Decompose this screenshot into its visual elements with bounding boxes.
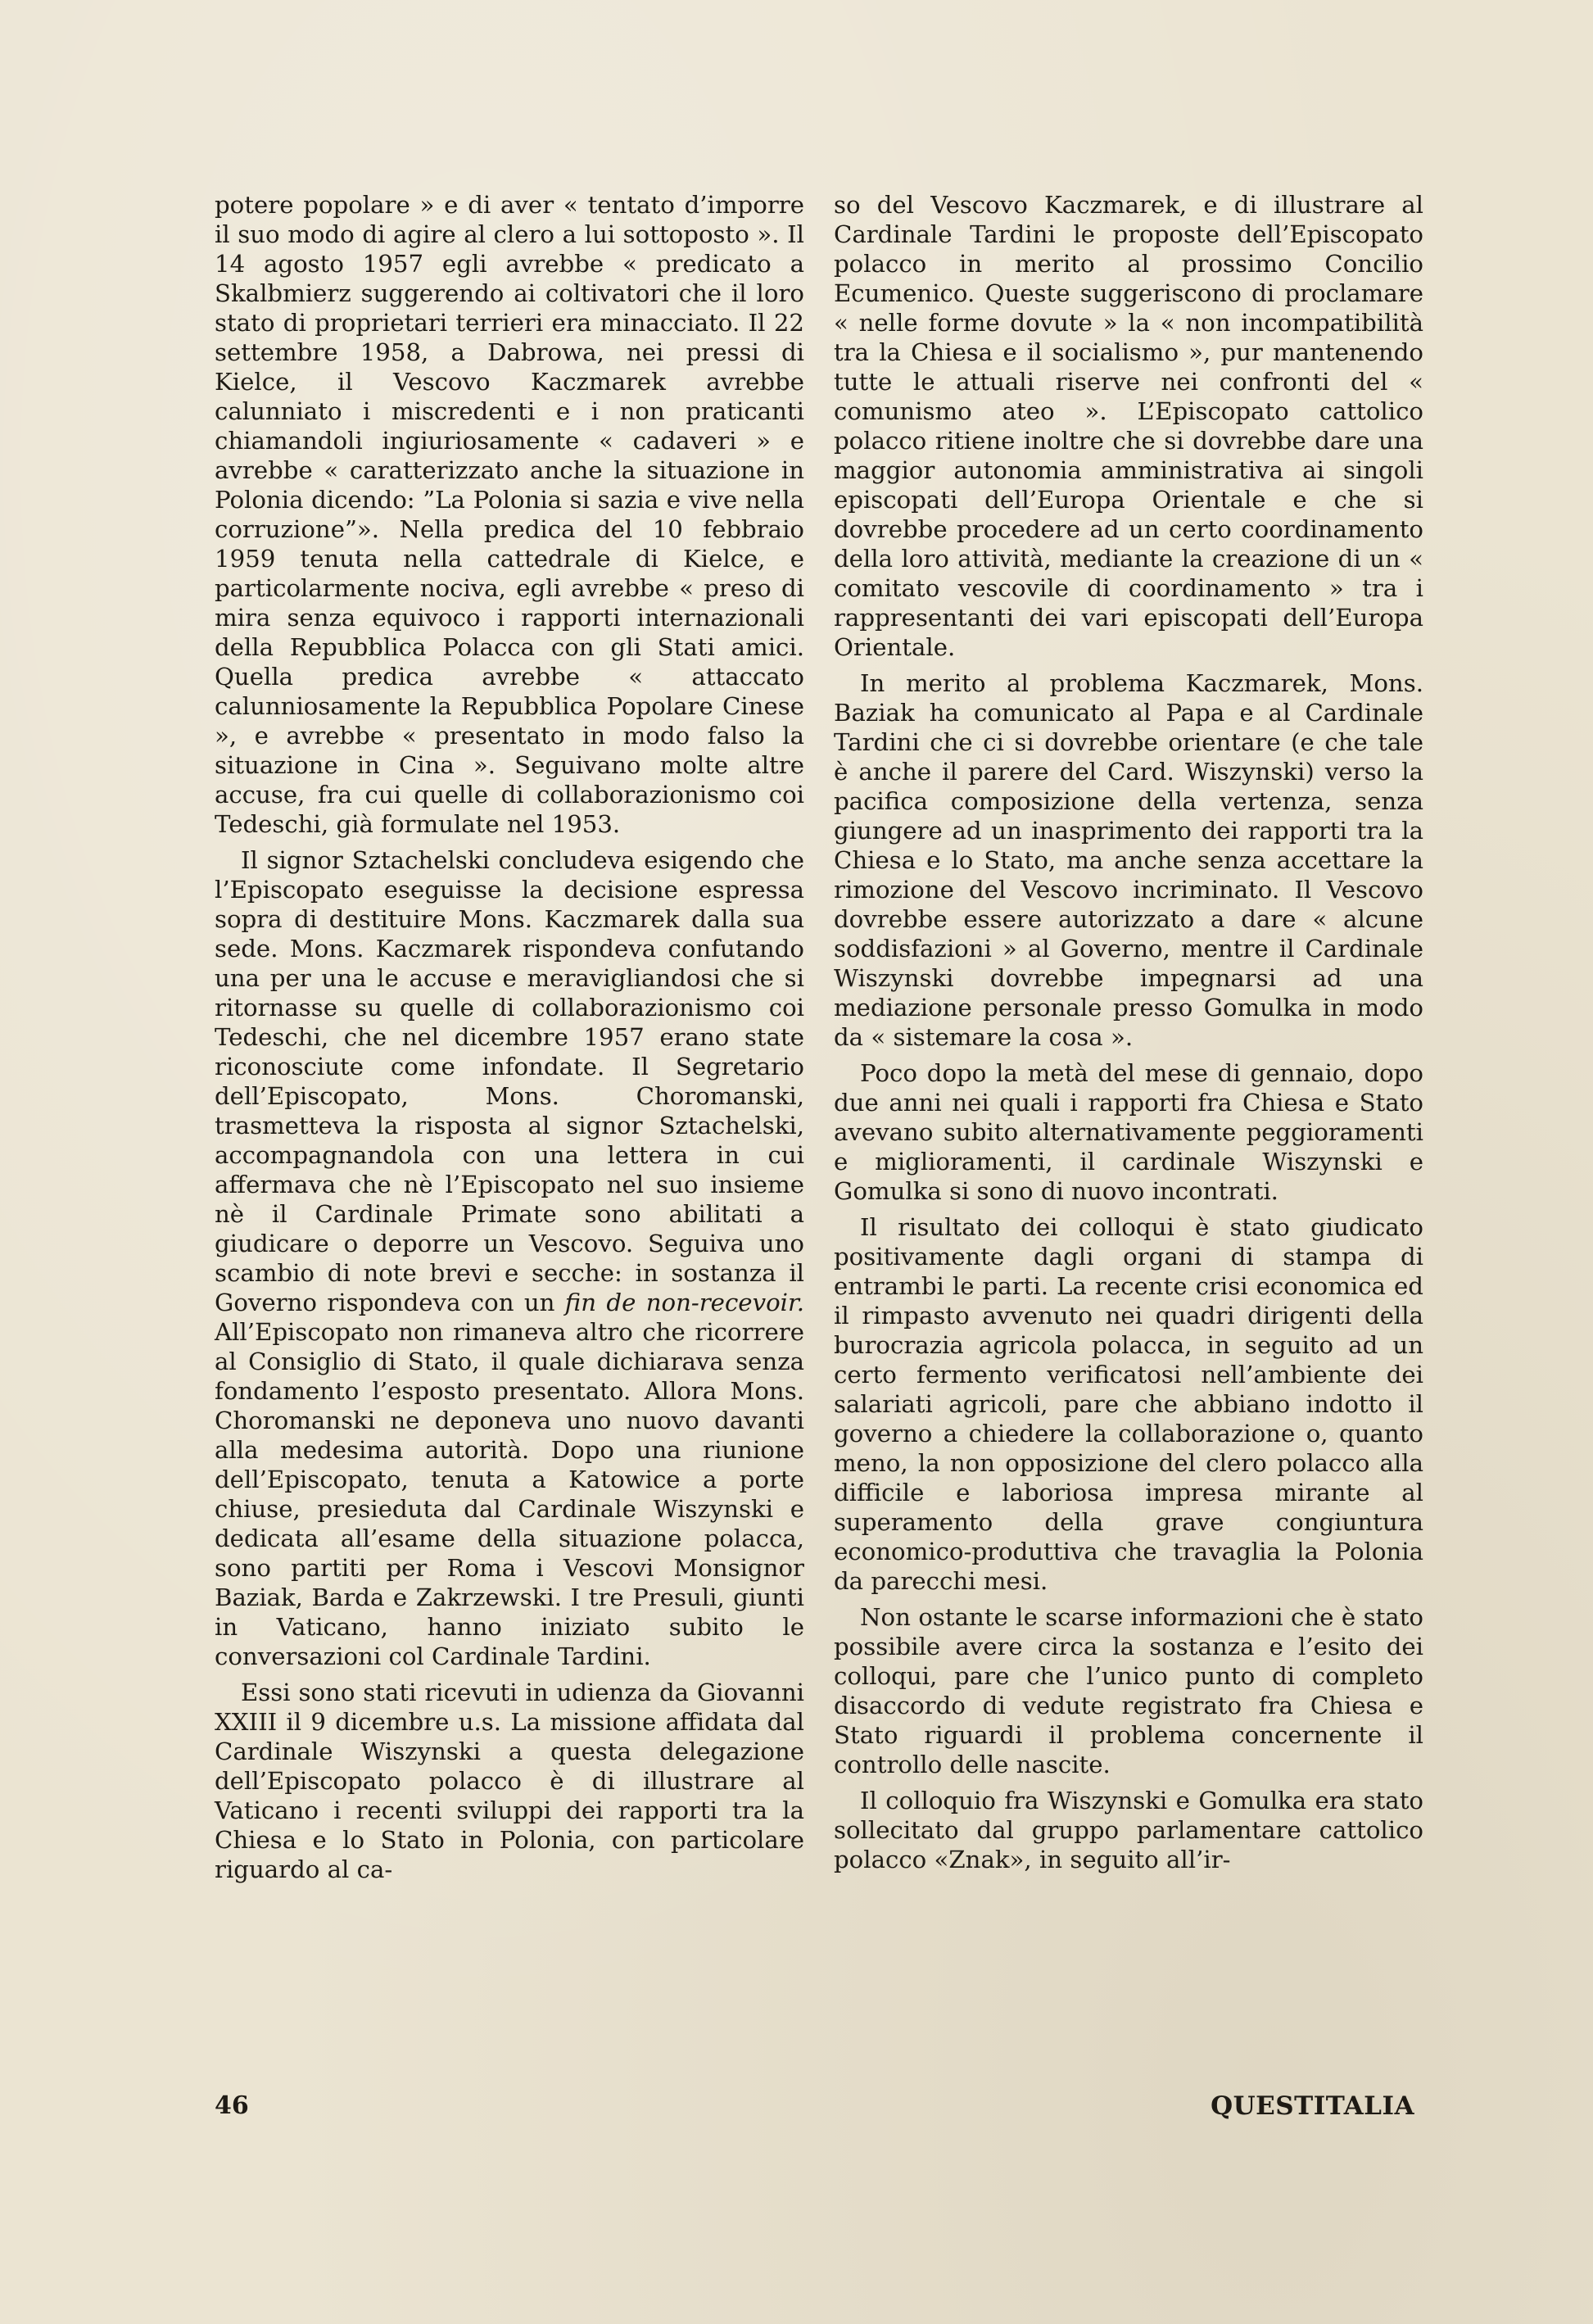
- paragraph: Il risultato dei colloqui è stato giudicato positivamente dagli organi di stampa di entrambi le parti. La recente crisi economica ed il rimpasto avvenuto nei quadri dirigenti della burocrazia agricola polacca, in seguito ad un certo fermento verificatosi nell’ambiente dei salariati agricoli, pare che abbiano indotto il governo a chiedere la collaborazione o, quanto meno, la non opposizione del clero polacco alla difficile e laboriosa impresa mirante al superamento della grave congiuntura economico-produttiva che travaglia la Polonia da parecchi mesi.: [834, 1213, 1423, 1595]
- text-column-left: [215, 190, 804, 1891]
- paragraph: Poco dopo la metà del mese di gennaio, dopo due anni nei quali i rapporti fra Chiesa e Stato avevano subito alternativamente peggioramenti e miglioramenti, il cardinale Wiszynski e Gomulka si sono di nuovo incontrati.: [834, 1059, 1423, 1205]
- paragraph: Non ostante le scarse informazioni che è stato possibile avere circa la sostanza e l’esito dei colloqui, pare che l’unico punto di completo disaccordo di vedute registrato fra Chiesa e Stato riguardi il problema concernente il controllo delle nascite.: [834, 1603, 1423, 1778]
- paragraph-text: Il signor Sztachelski concludeva esigendo che l’Episcopato eseguisse la decisione espressa sopra di destituire Mons. Kaczmarek dalla sua sede. Mons. Kaczmarek rispondeva confutando una per una le accuse e meravigliandosi che si ritornasse su quelle di collaborazionismo coi Tedeschi, che nel dicembre 1957 erano state riconosciute come infondate. Il Segretario dell’Episcopato, Mons. Choromanski, trasmetteva la risposta al signor Sztachelski, accompagnandola con una lettera in cui affermava che nè l’Episcopato nel suo insieme nè il Cardinale Primate sono abilitati a giudicare o deporre un Vescovo. Seguiva uno scambio di note brevi e secche: in sostanza il Governo rispondeva con un: [215, 846, 804, 1316]
- paragraph: [215, 845, 804, 1671]
- italic-phrase: fin de: [564, 1289, 636, 1316]
- paragraph: potere popolare » e di aver « tentato d’imporre il suo modo di agire al clero a lui sottoposto ». Il 14 agosto 1957 egli avrebbe « predicato a Skalbmierz suggerendo ai coltivatori che il loro stato di proprietari terrieri era minacciato. Il 22 settembre 1958, a Dabrowa, nei pressi di Kielce, il Vescovo Kaczmarek avrebbe calunniato i miscredenti e i non praticanti chiamandoli ingiuriosamente « cadaveri » e avrebbe « caratterizzato anche la situazione in Polonia dicendo: ”La Polonia si sazia e vive nella corruzione”». Nella predica del 10 febbraio 1959 tenuta nella cattedrale di Kielce, e particolarmente nociva, egli avrebbe « preso di mira senza equivoco i rapporti internazionali della Repubblica Polacca con gli Stati amici. Quella predica avrebbe « attaccato calunniosamente la Repubblica Popolare Cinese », e avrebbe « presentato in modo falso la situazione in Cina ». Seguivano molte altre accuse, fra cui quelle di collaborazionismo coi Tedeschi, già formulate nel 1953.: [215, 191, 804, 838]
- italic-phrase-continued: non-recevoir.: [645, 1289, 804, 1316]
- paragraph-text: All’Episcopato non rimaneva altro che ricorrere al Consiglio di Stato, il quale dichiarava senza fondamento l’esposto presentato. Allora Mons. Choromanski ne deponeva uno nuovo davanti alla medesima autorità. Dopo una riunione dell’Episcopato, tenuta a Katowice a porte chiuse, presieduta dal Cardinale Wiszynski e dedicata all’esame della situazione polacca, sono partiti per Roma i Vescovi Monsignor Baziak, Barda e Zakrzewski. I tre Presuli, giunti in Vaticano, hanno iniziato subito le conversazioni col Cardinale Tardini.: [215, 1318, 804, 1670]
- publication-name: QUESTITALIA: [1211, 2091, 1414, 2121]
- text-column-right: [834, 190, 1423, 1881]
- paragraph: In merito al problema Kaczmarek, Mons. Baziak ha comunicato al Papa e al Cardinale Tardini che ci si dovrebbe orientare (e che tale è anche il parere del Card. Wiszynski) verso la pacifica composizione della vertenza, senza giungere ad un inasprimento dei rapporti tra la Chiesa e lo Stato, ma anche senza accettare la rimozione del Vescovo incriminato. Il Vescovo dovrebbe essere autorizzato a dare « alcune soddisfazioni » al Governo, mentre il Cardinale Wiszynski dovrebbe impegnarsi ad una mediazione personale presso Gomulka in modo da « sistemare la cosa ».: [834, 669, 1423, 1051]
- paragraph: so del Vescovo Kaczmarek, e di illustrare al Cardinale Tardini le proposte dell’Episcopato polacco in merito al prossimo Concilio Ecumenico. Queste suggeriscono di proclamare « nelle forme dovute » la « non incompatibilità tra la Chiesa e il socialismo », pur mantenendo tutte le attuali riserve nei confronti del « comunismo ateo ». L’Episcopato cattolico polacco ritiene inoltre che si dovrebbe dare una maggior autonomia amministrativa ai singoli episcopati dell’Europa Orientale e che si dovrebbe procedere ad un certo coordinamento della loro attività, mediante la creazione di un « comitato vescovile di coordinamento » tra i rappresentanti dei vari episcopati dell’Europa Orientale.: [834, 191, 1423, 661]
- paragraph: Essi sono stati ricevuti in udienza da Giovanni XXIII il 9 dicembre u.s. La missione affidata dal Cardinale Wiszynski a questa delegazione dell’Episcopato polacco è di illustrare al Vaticano i recenti sviluppi dei rapporti tra la Chiesa e lo Stato in Polonia, con particolare riguardo al ca-: [215, 1678, 804, 1883]
- page-number: 46: [215, 2091, 249, 2120]
- paragraph: Il colloquio fra Wiszynski e Gomulka era stato sollecitato dal gruppo parlamentare cattolico polacco «Znak», in seguito all’ir-: [834, 1787, 1423, 1873]
